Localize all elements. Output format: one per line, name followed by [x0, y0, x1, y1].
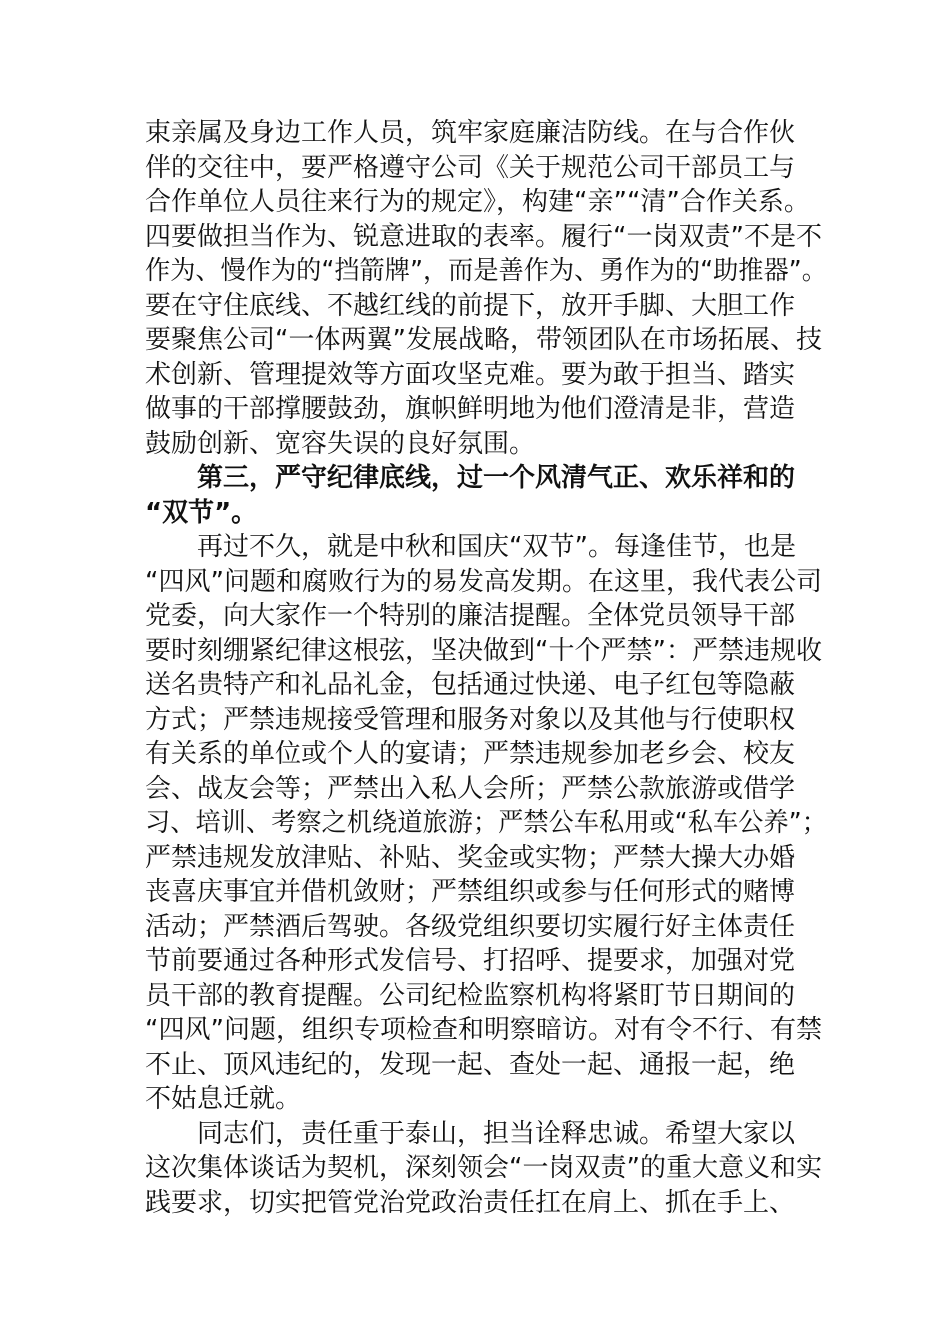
- section-heading-line: “双节”。: [145, 497, 258, 528]
- text-line: 丧喜庆事宜并借机敛财；严禁组织或参与任何形式的赌博: [145, 877, 796, 907]
- text-line: 鼓励创新、宽容失误的良好氛围。: [145, 428, 536, 459]
- text-line: 送名贵特产和礼品礼金，包括通过快递、电子红包等隐蔽: [145, 670, 796, 700]
- text-line: 伴的交往中，要严格遵守公司《关于规范公司干部员工与: [145, 152, 796, 183]
- text-line: 要聚焦公司“一体两翼”发展战略，带领团队在市场拓展、技: [145, 325, 822, 355]
- text-line: 活动；严禁酒后驾驶。各级党组织要切实履行好主体责任: [145, 911, 796, 942]
- text-line: 做事的干部撑腰鼓劲，旗帜鲜明地为他们澄清是非，营造: [145, 394, 796, 424]
- text-line: 不姑息迁就。: [145, 1084, 302, 1114]
- text-line: 四要做担当作为、锐意进取的表率。履行“一岗双责”不是不: [145, 221, 822, 252]
- text-line: 严禁违规发放津贴、补贴、奖金或实物；严禁大操大办婚: [145, 842, 796, 873]
- text-line: 要在守住底线、不越红线的前提下，放开手脚、大胆工作: [145, 290, 796, 321]
- text-line: “四风”问题，组织专项检查和明察暗访。对有令不行、有禁: [145, 1015, 822, 1045]
- text-line: 节前要通过各种形式发信号、打招呼、提要求，加强对党: [145, 946, 796, 976]
- text-line: 员干部的教育提醒。公司纪检监察机构将紧盯节日期间的: [145, 980, 796, 1011]
- text-line: 这次集体谈话为契机，深刻领会“一岗双责”的重大意义和实: [145, 1153, 822, 1183]
- text-line: “四风”问题和腐败行为的易发高发期。在这里，我代表公司: [145, 566, 822, 597]
- text-line: 术创新、管理提效等方面攻坚克难。要为敢于担当、踏实: [145, 359, 796, 390]
- text-line: 有关系的单位或个人的宴请；严禁违规参加老乡会、校友: [145, 739, 796, 769]
- section-heading-line: 第三，严守纪律底线，过一个风清气正、欢乐祥和的: [197, 463, 796, 493]
- text-line: 作为、慢作为的“挡箭牌”，而是善作为、勇作为的“助推器”。: [145, 256, 827, 286]
- text-line: 同志们，责任重于泰山，担当诠释忠诚。希望大家以: [197, 1118, 796, 1149]
- text-line: 要时刻绷紧纪律这根弦，坚决做到“十个严禁”：严禁违规收: [145, 635, 822, 666]
- text-line: 践要求，切实把管党治党政治责任扛在肩上、抓在手上、: [145, 1187, 796, 1218]
- text-line: 党委，向大家作一个特别的廉洁提醒。全体党员领导干部: [145, 601, 796, 631]
- text-line: 合作单位人员往来行为的规定》，构建“亲”“清”合作关系。: [145, 187, 810, 217]
- text-line: 再过不久，就是中秋和国庆“双节”。每逢佳节，也是: [197, 532, 796, 562]
- text-line: 不止、顶风违纪的，发现一起、查处一起、通报一起，绝: [145, 1049, 796, 1080]
- text-line: 会、战友会等；严禁出入私人会所；严禁公款旅游或借学: [145, 773, 796, 804]
- text-line: 束亲属及身边工作人员，筑牢家庭廉洁防线。在与合作伙: [145, 118, 796, 148]
- text-line: 方式；严禁违规接受管理和服务对象以及其他与行使职权: [145, 704, 796, 735]
- text-line: 习、培训、考察之机绕道旅游；严禁公车私用或“私车公养”；: [145, 808, 827, 838]
- document-body: [145, 116, 825, 1220]
